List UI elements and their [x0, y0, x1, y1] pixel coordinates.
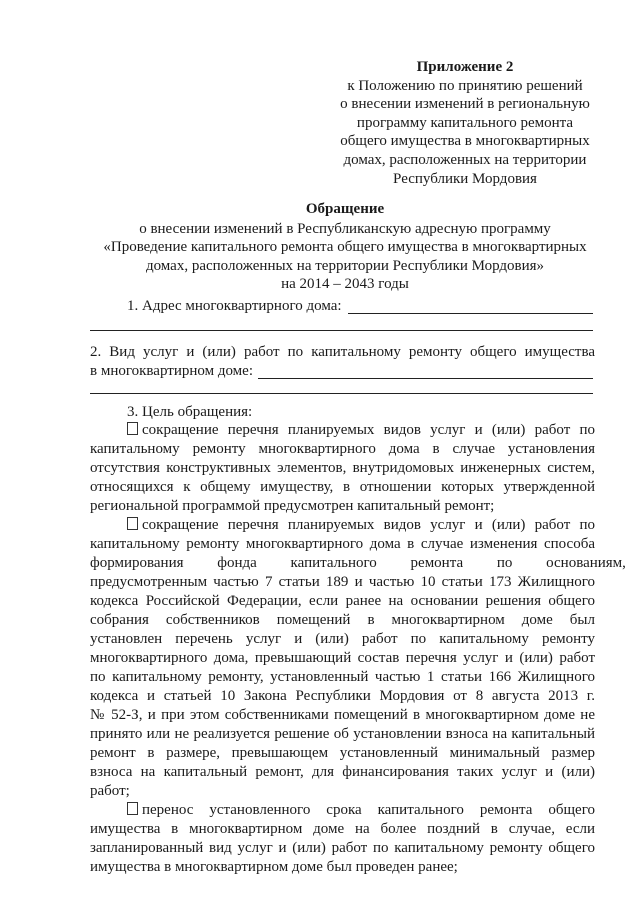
address-input-line[interactable] — [348, 313, 593, 314]
option3-line: имущества в многоквартирном доме был проведен ранее; — [90, 859, 458, 875]
heading-line: «Проведение капитального ремонта общего имущества в многоквартирных — [103, 239, 587, 255]
address-label: 1. Адрес многоквартирного дома: — [127, 298, 342, 314]
service-label-line: в многоквартирном доме: — [90, 363, 253, 379]
option3-first-line: перенос установленного срока капитального ремонта общего — [127, 801, 595, 820]
appendix-line: о внесении изменений в региональную — [340, 96, 590, 113]
address-input-line-2[interactable] — [90, 330, 593, 331]
appendix-line: к Положению по принятию решений — [347, 77, 583, 94]
service-input-line-2[interactable] — [90, 393, 593, 394]
option1-line: региональной программой предусмотрен капитальный ремонт; — [90, 498, 495, 514]
option1-line: отсутствия конструктивных элементов, внутридомовых инженерных систем, — [90, 460, 595, 476]
appendix-line: программу капитального ремонта — [356, 114, 574, 131]
option2-line: ремонт в размере, превышающем установленный минимальный размер — [90, 745, 595, 761]
document-title: Обращение — [305, 201, 385, 217]
checkbox-option1[interactable] — [127, 422, 138, 435]
appendix-line: общего имущества в многоквартирных — [340, 133, 590, 150]
option2-line: кодекса Российской Федерации, если ранее на основании решения общего — [90, 593, 595, 609]
heading-line: на 2014 – 2043 годы — [281, 276, 409, 292]
option1-line: относящихся к общему имуществу, в отношении которых утвержденной — [90, 479, 595, 495]
document-heading — [90, 200, 600, 294]
option2-line: капитальному ремонту многоквартирного дома в случае изменения способа — [90, 536, 595, 552]
option2-first-line: сокращение перечня планируемых видов услуг и (или) работ по — [127, 516, 595, 535]
heading-line: домах, расположенных на территории Республики Мордовия» — [145, 257, 545, 274]
option2-line: предусмотренным частью 7 статьи 189 и частью 10 статьи 173 Жилищного — [90, 574, 595, 590]
appendix-title: Приложение 2 — [416, 59, 514, 75]
option2-line: взноса на капитальный ремонт, для финансирования таких услуг и (или) — [90, 764, 595, 780]
option1-first-line: сокращение перечня планируемых видов услуг и (или) работ по — [127, 421, 595, 440]
option2-line: кодекса и статьей 10 Закона Республики Мордовия от 8 августа 2013 г. — [90, 688, 595, 704]
appendix-line: домах, расположенных на территории — [343, 151, 587, 168]
option2-line: собрания собственников помещений в многоквартирном доме был — [90, 612, 595, 628]
checkbox-option3[interactable] — [127, 802, 138, 815]
purpose-label: 3. Цель обращения: — [127, 404, 253, 420]
service-label-line: 2. Вид услуг и (или) работ по капитальному ремонту общего имущества — [90, 344, 595, 360]
option3-line: имущества в многоквартирном доме на более поздний в случае, если — [90, 821, 595, 837]
appendix-block — [330, 58, 600, 188]
appendix-line: Республики Мордовия — [393, 170, 537, 187]
option2-line: формирования фонда капитального ремонта по основаниям, — [90, 555, 626, 571]
option2-line: работ; — [90, 783, 130, 799]
option2-line: многоквартирного дома, превышающий состав перечня услуг и (или) работ — [90, 650, 595, 666]
option2-line: по капитальному ремонту, установленный частью 1 статьи 166 Жилищного — [90, 669, 595, 685]
heading-line: о внесении изменений в Республиканскую адресную программу — [139, 220, 551, 237]
option2-line: № 52-З, и при этом собственниками помещений в многоквартирном доме не — [90, 707, 595, 723]
service-input-line[interactable] — [258, 378, 593, 379]
checkbox-option2[interactable] — [127, 517, 138, 530]
option2-line: установлен перечень услуг и (или) работ по капитальному ремонту — [90, 631, 595, 647]
option1-line: капитальному ремонту многоквартирного дома в случае установления — [90, 441, 595, 457]
option2-line: принято или не реализуется решение об установлении взноса на капитальный — [90, 726, 595, 742]
option3-line: запланированный вид услуг и (или) работ по капитальному ремонту общего — [90, 840, 595, 856]
